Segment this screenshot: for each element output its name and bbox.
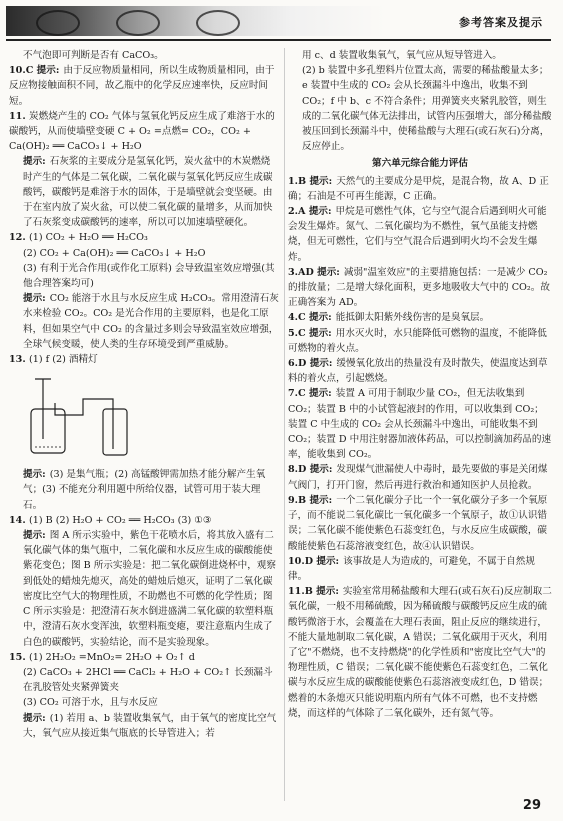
answer-paragraph — [288, 356, 552, 386]
answer-text: 炭燃烧产生的 CO₂ 气体与氢氧化钙反应生成了难溶于水的碳酸钙，从而使墙壁变硬 C + O₂ =点燃= CO₂，CO₂ + Ca(OH)₂ ══ CaCO₃↓ + H₂O — [9, 110, 275, 153]
question-number: 5.C — [288, 327, 309, 339]
answer-text: (2) CO₂ + Ca(OH)₂ ══ CaCO₃↓ + H₂O — [23, 247, 206, 259]
hint-label: 提示: — [316, 586, 339, 598]
left-column — [9, 48, 279, 741]
question-number: 2.A — [288, 206, 309, 218]
question-number: 6.D — [288, 358, 310, 370]
question-number: 10.D — [288, 555, 317, 567]
answer-paragraph — [9, 528, 279, 650]
answer-text: 由于反应物质量相同，所以生成物质量相同，由于反应物接触面积不同，故乙瓶中的化学反应速率快，反应时间短。 — [9, 65, 275, 107]
answer-paragraph — [288, 462, 552, 492]
hint-label: 提示: — [308, 206, 332, 218]
answer-text: 天然气的主要成分是甲烷，是混合物，故 A、D 正确；石油是不可再生能源，C 正确。 — [288, 175, 549, 202]
answer-text: 一个二氧化碳分子比一个一氧化碳分子多一个氧原子，而不能说二氧化碳比一氧化碳多一个氧原子，故①认识错误；二氧化碳不能使紫色石蕊变红色，与水反应生成碳酸，碳酸能使紫色石蕊溶液变红色，故④认识错误。 — [288, 494, 548, 552]
answer-paragraph — [9, 711, 279, 741]
answer-paragraph — [288, 386, 552, 462]
question-number: 9.B — [288, 494, 310, 506]
answer-paragraph — [288, 265, 552, 311]
answer-paragraph — [288, 63, 552, 154]
hint-label: 提示: — [23, 712, 46, 724]
answer-text: 减弱"温室效应"的主要措施包括：一是减少 CO₂ 的排放量；二是增大绿化面积，更多地吸收大气中的 CO₂。故正确答案为 AD。 — [288, 266, 550, 309]
hint-label: 提示: — [23, 156, 46, 168]
answer-text: 甲烷是可燃性气体，它与空气混合后遇到明火可能会发生爆炸。氮气、二氧化碳均为不燃性，氧气虽能支持燃烧，但无可燃性，它们与空气混合后遇到明火均不会发生爆炸。 — [288, 206, 547, 263]
answer-paragraph — [9, 665, 279, 695]
header-title: 参考答案及提示 — [459, 16, 543, 29]
answer-text: (3) CO₂ 可溶于水，且与水反应 — [23, 697, 158, 709]
answer-paragraph — [9, 695, 279, 710]
header-rule — [6, 39, 551, 41]
answer-text: 用水灭火时，水只能降低可燃物的温度，不能降低可燃物的着火点。 — [288, 327, 547, 354]
hint-label: 提示: — [23, 530, 46, 542]
answer-paragraph — [288, 48, 552, 63]
column-divider — [284, 48, 285, 801]
answer-text: 能抵御太阳紫外线伤害的是臭氧层。 — [335, 312, 490, 324]
answer-paragraph — [9, 230, 279, 245]
answer-paragraph — [9, 291, 279, 352]
answer-paragraph — [288, 584, 552, 721]
question-number: 7.C — [288, 388, 309, 400]
answer-paragraph — [9, 63, 279, 109]
right-column — [288, 48, 552, 721]
page-header — [0, 0, 563, 44]
answer-paragraph — [288, 174, 552, 204]
question-number: 14. — [9, 514, 30, 526]
hint-label: 提示: — [316, 555, 340, 567]
hint-label: 提示: — [309, 175, 333, 187]
answer-paragraph — [9, 513, 279, 528]
answer-paragraph — [288, 326, 552, 356]
question-number: 8.D — [288, 464, 310, 476]
answer-text: (1) CO₂ + H₂O ══ H₂CO₃ — [29, 232, 148, 244]
answer-paragraph — [288, 554, 552, 584]
hint-label: 提示: — [309, 388, 332, 400]
hint-label: 提示: — [317, 266, 340, 278]
question-number: 11. — [9, 110, 30, 122]
question-number: 4.C — [288, 312, 309, 324]
answer-text: 缓慢氧化放出的热量没有及时散失，使温度达到草料的着火点，引起燃烧。 — [288, 358, 548, 385]
answer-paragraph — [9, 261, 279, 291]
decorative-swirl — [196, 10, 240, 36]
hint-label: 提示: — [309, 312, 332, 324]
answer-paragraph — [288, 204, 552, 265]
decorative-swirl — [116, 10, 160, 36]
hint-label: 提示: — [309, 494, 333, 506]
answer-text: (1) 2H₂O₂ =MnO₂= 2H₂O + O₂↑ d — [29, 651, 195, 663]
answer-text: (3) 有利于光合作用(或作化工原料) 会导致温室效应增强(其他合理答案均可) — [23, 262, 275, 290]
hint-label: 提示: — [23, 469, 46, 481]
hint-label: 提示: — [309, 358, 333, 370]
answer-paragraph — [9, 48, 279, 63]
section-title: 第六单元综合能力评估 — [372, 158, 468, 170]
answer-text: 发现煤气泄漏使人中毒时，最先要做的事是关闭煤气阀门，打开门窗，然后再进行救治和通知医护人员抢救。 — [288, 464, 548, 491]
hint-label: 提示: — [309, 464, 333, 476]
header-banner-image — [6, 6, 386, 36]
question-number: 10.C — [9, 65, 37, 77]
decorative-swirl — [36, 10, 80, 36]
answer-text: (1) B (2) H₂O + CO₂ ══ H₂CO₃ (3) ①③ — [29, 514, 212, 526]
answer-paragraph — [9, 650, 279, 665]
answer-paragraph — [9, 109, 279, 155]
answer-text: 不气泡即可判断是否有 CaCO₃。 — [23, 50, 164, 61]
answer-paragraph — [9, 352, 279, 367]
answer-text: 该事故是人为造成的，可避免，不属于自然规律。 — [288, 555, 535, 582]
question-number: 3.AD — [288, 266, 318, 278]
answer-text: CO₂ 能溶于水且与水反应生成 H₂CO₃。常用澄清石灰水来检验 CO₂。CO₂ 是光合作用的主要原料，也是化工原料，但如果空气中 CO₂ 的含量过多则会导致温室效应增强，全球气候变暖，使人类的生存环境受到严重威胁。 — [23, 293, 279, 350]
answer-text: (1) 若用 a、b 装置收集氧气，由于氧气的密度比空气大，氧气应从接近集气瓶底的长导管进入；若 — [23, 712, 277, 739]
answer-text: 用 c、d 装置收集氧气，氧气应从短导管进入。 — [302, 50, 502, 61]
page-number: 29 — [522, 798, 541, 813]
answer-paragraph — [288, 493, 552, 554]
answer-text: 实验室常用稀盐酸和大理石(或石灰石)反应制取二氧化碳，一般不用稀硫酸，因为稀硫酸与碳酸钙反应生成的硫酸钙微溶于水，会覆盖在大理石表面，阻止反应的继续进行，不能大量地制取二氧化碳，A 错误；二氧化碳用于灭火，利用了它"不燃烧，也不支持燃烧"的化学性质和"密度比空气大"的物理性质，C 错误；二氧化碳不能使紫色石蕊变红色，二氧化碳与水反应生成的碳酸能使紫色石蕊溶液变成红色，D 错误；燃着的木条熄灭只能说明瓶内所有气体不可燃，也不支持燃烧，而这样的气体除了二氧化碳外，还有氮气等。 — [288, 586, 552, 719]
answer-paragraph — [9, 246, 279, 261]
answer-text: 石灰浆的主要成分是氢氧化钙，炭火盆中的木炭燃烧时产生的气体是二氧化碳，二氧化碳与氢氧化钙反应生成碳酸钙，碳酸钙是难溶于水的固体，于是墙壁就会变坚硬。由于在室内放了炭火盆，可以使二氧化碳的量增多，从而加快了石灰浆变成碳酸钙的速率，所以可以加速墙壁硬化。 — [23, 156, 273, 229]
apparatus-diagram — [23, 369, 279, 465]
answer-paragraph — [288, 310, 552, 325]
question-number: 15. — [9, 651, 30, 663]
answer-text: 图 A 所示实验中，紫色干花喷水后，将其放入盛有二氧化碳气体的集气瓶中，二氧化碳和水反应生成的碳酸能使紫花变色；图 B 所示实验是：把二氧化碳倒进烧杯中，观察到低处的蜡烛先熄灭，高处的蜡烛后熄灭，证明了二氧化碳密度比空气大的物理性质，不助燃也不可燃的化学性质；图 C 所示实验是：把澄清石灰水倒进盛满二氧化碳的软塑料瓶中，澄清石灰水变浑浊，软塑料瓶变瘪，要注意瓶内生成了白色的碳酸钙，实验结论，而不是实验现象。 — [23, 530, 276, 648]
answer-text: (2) b 装置中多孔塑料片位置太高，需要的稀盐酸量太多；e 装置中生成的 CO₂ 会从长颈漏斗中逸出，收集不到 CO₂；f 中 b、c 不符合条件；用弹簧夹夹紧乳胶管，则生成的二氧化碳气体无法排出，试管内压强增大，部分稀盐酸被压回到长颈漏斗中，使稀盐酸与大理石(或石灰石)分离，反应停止。 — [302, 65, 552, 153]
question-number: 13. — [9, 354, 30, 366]
answer-text: 装置 A 可用于制取少量 CO₂，但无法收集到 CO₂；装置 B 中的小试管起液封的作用，可以收集到 CO₂；装置 C 中生成的 CO₂ 会从长颈漏斗中逸出，可能收集不到 CO₂；装置 D 中用注射器加液体药品，可以控制滴加药品的速率，能收集到 CO₂。 — [288, 388, 552, 461]
hint-label: 提示: — [309, 327, 332, 339]
answer-paragraph — [9, 467, 279, 513]
question-number: 1.B — [288, 175, 310, 187]
hint-label: 提示: — [23, 293, 46, 305]
hint-label: 提示: — [36, 65, 60, 77]
answer-text: (3) 是集气瓶；(2) 高锰酸钾需加热才能分解产生氧气；(3) 不能充分利用题中所给仪器，试管可用于装大理石。 — [23, 469, 266, 511]
answer-paragraph — [9, 154, 279, 230]
question-number: 11.B — [288, 586, 317, 598]
answer-text: (1) f (2) 酒精灯 — [29, 354, 98, 366]
answer-text: (2) CaCO₃ + 2HCl ══ CaCl₂ + H₂O + CO₂↑ 长颈漏斗 在乳胶管处夹紧弹簧夹 — [23, 666, 273, 694]
question-number: 12. — [9, 232, 30, 244]
